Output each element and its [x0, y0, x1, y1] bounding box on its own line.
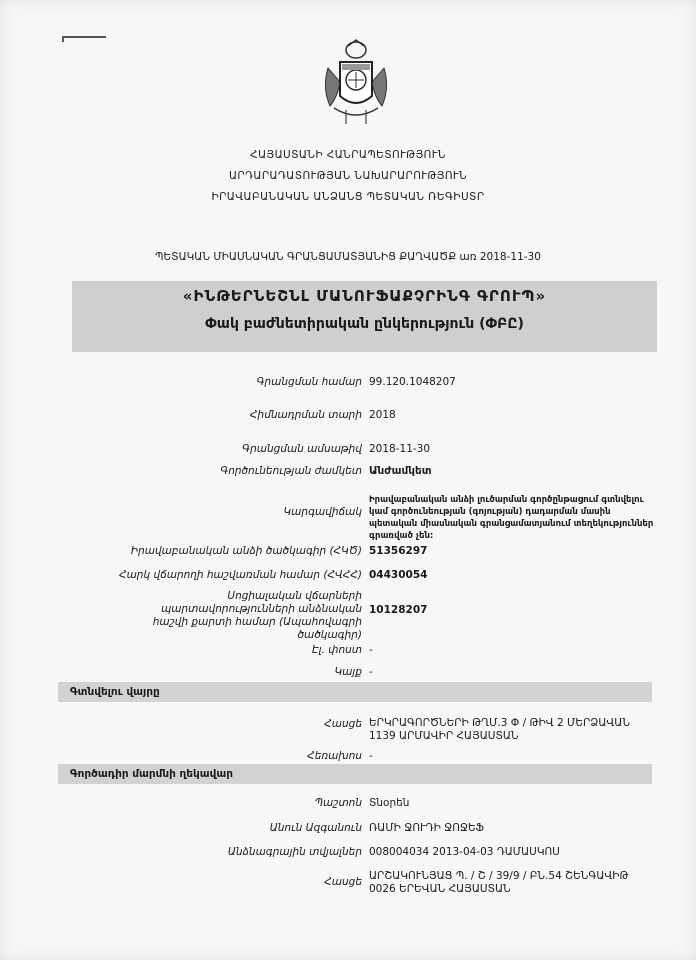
header-ministry: ԱՐԴԱՐԱԴԱՏՈՒԹՅԱՆ ՆԱԽԱՐԱՐՈՒԹՅՈՒՆ — [228, 170, 468, 182]
section-title-director: Գործադիր մարմնի ղեկավար — [70, 768, 233, 780]
field-value: Իրավաբանական անձի լուծարման գործընթացում գտնվելու կամ գործունեության (գոյության) դադարման մասին պետական միասնական գրանցամատյանում տեղեկություններ գրառված չեն: — [369, 495, 654, 541]
field-value: 2018 — [369, 409, 396, 421]
field-value: ՌԱՄԻ ՋՈՒԴԻ ՋՈՋԵՖ — [369, 822, 484, 834]
field-label: Էլ. փոստ — [311, 644, 362, 656]
field-value: 008004034 2013-04-03 ԴԱՄԱՍԿՈՍ — [369, 846, 560, 858]
section-title-location: Գտնվելու վայրը — [70, 686, 160, 698]
field-value: 10128207 — [369, 604, 428, 616]
field-label: Հասցե — [324, 718, 362, 730]
field-label: Կարգավիճակ — [283, 506, 362, 518]
field-label: Հարկ վճարողի հաշվառման համար (ՀՎՀՀ) — [119, 569, 362, 581]
field-value: Տնօրեն — [369, 797, 410, 809]
field-label: Գրանցման ամսաթիվ — [242, 443, 362, 455]
header-country: ՀԱՅԱՍՏԱՆԻ ՀԱՆՐԱՊԵՏՈՒԹՅՈՒՆ — [250, 149, 446, 161]
extract-title: ՊԵՏԱԿԱՆ ՄԻԱՍՆԱԿԱՆ ԳՐԱՆՑԱՄԱՏՅԱՆԻՑ ՔԱՂՎԱԾՔ առ 2018-11-30 — [155, 251, 541, 263]
field-label: Հեռախոս — [307, 750, 362, 762]
field-label: Գրանցման համար — [256, 376, 362, 388]
field-value: 99.120.1048207 — [369, 376, 456, 388]
field-label: Հասցե — [324, 876, 362, 888]
field-label: Անուն Ազգանուն — [269, 822, 362, 834]
coat-of-arms-emblem — [318, 38, 394, 128]
field-value: 51356297 — [369, 545, 428, 557]
company-type: Փակ բաժնետիրական ընկերություն (ՓԲԸ) — [205, 316, 524, 332]
field-value: ԵՐԿՐԱԳՈՐԾՆԵՐԻ ԹՂՄ.3 Փ / ԹԻՎ 2 ՄԵՐՁԱՎԱՆ 1139 ԱՐՄԱՎԻՐ ՀԱՅԱՍՏԱՆ — [369, 717, 630, 742]
field-label: Հիմնադրման տարի — [250, 409, 362, 421]
field-value: Անժամկետ — [369, 465, 432, 477]
field-label: Անձնագրային տվյալներ — [227, 846, 362, 858]
scan-corner-mark — [62, 36, 106, 38]
header-registry: ԻՐԱՎԱԲԱՆԱԿԱՆ ԱՆՁԱՆՑ ՊԵՏԱԿԱՆ ՌԵԳԻՍՏՐ — [211, 191, 485, 203]
field-label: Սոցիալական վճարների պարտավորությունների անձնական հաշվի քարտի համար (Ապահովագրի ծածկագիր) — [152, 590, 362, 641]
field-value: ԱՐՇԱԿՈՒՆՅԱՑ Պ. / Շ / 39/9 / ԲՆ.54 ՇԵՆԳԱՎԻԹ 0026 ԵՐԵՎԱՆ ՀԱՅԱՍՏԱՆ — [369, 870, 629, 895]
scan-corner-mark-tick — [62, 36, 64, 42]
field-value: - — [369, 666, 373, 678]
field-label: Կայք — [334, 666, 362, 678]
field-value: - — [369, 750, 373, 762]
field-value: - — [369, 644, 373, 656]
field-label: Պաշտոն — [314, 797, 362, 809]
field-value: 2018-11-30 — [369, 443, 431, 455]
field-value: 04430054 — [369, 569, 428, 581]
field-label: Իրավաբանական անձի ծածկագիր (ՀԿԾ) — [130, 545, 362, 557]
company-name: «ԻՆԹԵՐՆԵՇՆԼ ՄԱՆՈՒՖԱՔՉՐԻՆԳ ԳՐՈՒՊ» — [182, 287, 547, 305]
field-label: Գործունեության ժամկետ — [220, 465, 362, 477]
